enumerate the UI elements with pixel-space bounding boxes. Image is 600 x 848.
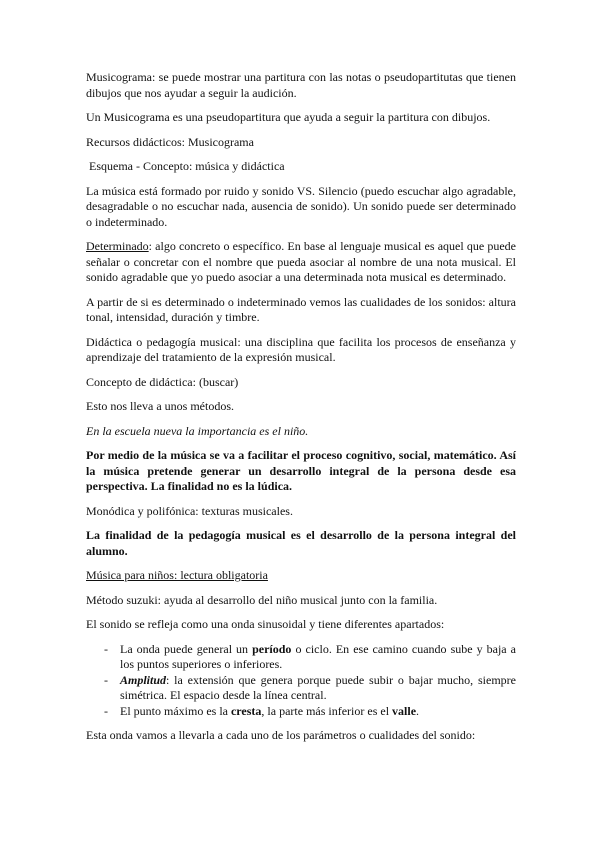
list-text: : la extensión que genera porque puede subir o bajar mucho, siempre simétrica. El espacio desde la línea central. [120,672,516,702]
paragraph-recursos-didacticos: Recursos didácticos: Musicograma [86,134,254,149]
document-body [86,70,516,753]
list-text: . [416,703,420,718]
paragraph-metodos: Esto nos lleva a unos métodos. [86,399,234,413]
paragraph-desarrollo-integral: Por medio de la música se va a facilitar el proceso cognitivo, social, matemático. Así la música pretende generar un desarrollo integral de la persona desde esa perspectiva. La finalidad no es la lúdica. [86,448,516,493]
paragraph-musicograma: Musicograma: se puede mostrar una partitura con las notas o pseudopartitutas que tienen dibujos que nos ayudar a seguir la audición. [86,70,516,100]
definition-determinado: : algo concreto o específico. En base al lenguaje musical es aquel que puede señalar o concretar con el nombre que pueda asociar al nombre de una nota musical. El sonido agradable que yo puedo asociar a una determinada nota musical es determinado. [86,239,516,284]
paragraph-determinado [86,239,516,286]
link-musica-para-ninos: Música para niños: lectura obligatoria [86,568,268,582]
list-text: El punto máximo es la [120,703,231,718]
wave-properties-list [86,642,516,720]
paragraph-cualidades-sonido: A partir de si es determinado o indeterminado vemos las cualidades de los sonidos: altura tonal, intensidad, duración y timbre. [86,294,516,324]
list-text: o ciclo. En ese camino cuando sube y baja a los puntos superiores o inferiores. [120,641,516,671]
paragraph-texturas-musicales: Monódica y polifónica: texturas musicales. [86,503,293,518]
paragraph-concepto-didactica: Concepto de didáctica: (buscar) [86,374,239,389]
paragraph-musica-ruido-sonido: La música está formado por ruido y sonido VS. Silencio (puedo escuchar algo agradable, desagradable o no escuchar nada, ausencia de sonido). Un sonido puede ser determinado o indeterminado. [86,183,516,229]
paragraph-musicograma-definition: Un Musicograma es una pseudopartitura que ayuda a seguir la partitura con dibujos. [86,110,491,124]
paragraph-metodo-suzuki: Método suzuki: ayuda al desarrollo del niño musical junto con la familia. [86,592,438,607]
list-dash: - [104,641,108,656]
list-item-periodo [86,642,516,673]
paragraph-finalidad-pedagogia: La finalidad de la pedagogía musical es el desarrollo de la persona integral del alumno. [86,528,516,558]
list-item-cresta-valle [86,704,516,720]
list-text: , la parte más inferior es el [261,703,393,718]
paragraph-parametros-sonido: Esta onda vamos a llevarla a cada uno de los parámetros o cualidades del sonido: [86,728,476,742]
term-determinado: Determinado [86,239,149,253]
term-periodo: período [252,641,292,656]
paragraph-didactica-musical: Didáctica o pedagogía musical: una disciplina que facilita los procesos de enseñanza y aprendizaje del tratamiento de la expresión musical. [86,334,516,364]
list-item-amplitud [86,673,516,704]
term-cresta: cresta [230,703,262,718]
paragraph-onda-sinusoidal: El sonido se refleja como una onda sinusoidal y tiene diferentes apartados: [86,617,445,631]
paragraph-esquema-concepto: Esquema - Concepto: música y didáctica [89,159,285,173]
list-text: La onda puede general un [120,641,253,656]
list-dash: - [104,703,108,718]
list-dash: - [104,672,108,687]
paragraph-escuela-nueva: En la escuela nueva la importancia es el niño. [86,423,309,438]
term-valle: valle [392,703,417,718]
term-amplitud: Amplitud [120,672,167,687]
paragraph-lectura-obligatoria [86,568,516,584]
